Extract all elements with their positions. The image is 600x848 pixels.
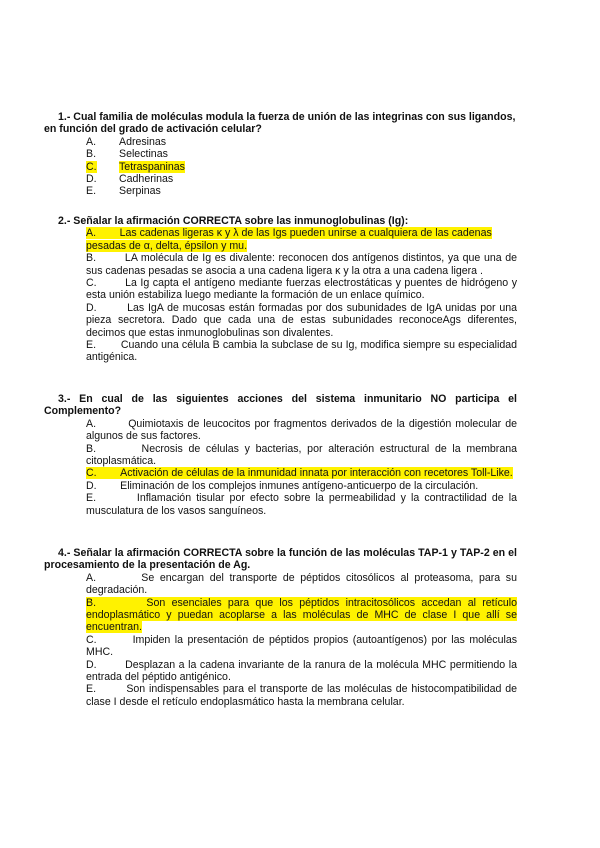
question-title: 2.- Señalar la afirmación CORRECTA sobre las inmunoglobulinas (Ig):: [58, 215, 409, 227]
question-3: [44, 393, 518, 517]
option-a: A. Quimiotaxis de leucocitos por fragmentos derivados de la digestión molecular de algunos de sus factores.: [86, 417, 518, 443]
question-4: [44, 547, 518, 708]
question-title: 3.- En cual de las siguientes acciones del sistema inmunitario NO participa el Complemento?: [44, 393, 517, 418]
option-e: E. Son indispensables para el transporte de las moléculas de histocompatibilidad de clase I desde el retículo endoplasmático hasta la membrana celular.: [86, 683, 518, 708]
highlighted-answer: B. Son esenciales para que los péptidos intracitosólicos accedan al retículo endoplasmático y puedan acoplarse a las moléculas de MHC de clase I que allí se encuentran.: [86, 596, 518, 634]
highlighted-answer: Tetraspaninas: [119, 160, 185, 173]
option-b: B. Necrosis de células y bacterias, por alteración estructural de la membrana citoplasmática.: [86, 442, 518, 468]
question-title: 4.- Señalar la afirmación CORRECTA sobre la función de las moléculas TAP-1 y TAP-2 en el procesamiento de la presentación de Ag.: [44, 547, 517, 572]
option-d: D. Eliminación de los complejos inmunes antígeno-anticuerpo de la circulación.: [86, 479, 479, 492]
option-d: D. Cadherinas: [86, 173, 174, 186]
option-d: D. Desplazan a la cadena invariante de la ranura de la molécula MHC permitiendo la entrada del péptido antigénico.: [86, 658, 517, 684]
question-title: 1.- Cual familia de moléculas modula la fuerza de unión de las integrinas con sus ligandos, en función del grado de activación celular?: [44, 111, 516, 136]
option-e: E. Inflamación tisular por efecto sobre la permeabilidad y la contractilidad de la musculatura de los vasos sanguíneos.: [86, 492, 518, 517]
question-1: [44, 111, 517, 198]
option-a: A. Adresinas: [86, 135, 167, 148]
option-e: E. Serpinas: [86, 185, 161, 198]
highlighted-answer: A. Las cadenas ligeras κ y λ de las Igs pueden unirse a cualquiera de las cadenas pesadas de α, delta, épsilon y mu.: [86, 227, 492, 252]
option-a: [86, 227, 517, 252]
option-b: B. LA molécula de Ig es divalente: reconocen dos antígenos distintos, ya que una de sus cadenas pesadas se asocia a una cadena ligera κ y la otra a una cadena ligera .: [86, 252, 518, 277]
option-c: C. La Ig capta el antígeno mediante fuerzas electrostáticas y puentes de hidrógeno y esta unión estabiliza luego mediante la formación de un enlace químico.: [86, 277, 517, 302]
question-2: [58, 215, 518, 364]
option-b: B. Selectinas: [86, 148, 168, 161]
highlighted-answer: C. Activación de células de la inmunidad innata por interacción con recetores Toll-Like.: [86, 467, 513, 480]
option-e: E. Cuando una célula B cambia la subclase de su Ig, modifica siempre su especialidad antigénica.: [86, 339, 517, 364]
option-d: D. Las IgA de mucosas están formadas por dos subunidades de IgA unidas por una pieza secretora. Dado que cada una de estas subunidades reconoceAgs diferentes, decimos que estas inmunoglobulinas son divalentes.: [86, 301, 518, 339]
option-c: C. Impiden la presentación de péptidos propios (autoantígenos) por las moléculas MHC.: [86, 633, 518, 659]
option-c: C. Tetraspaninas: [86, 160, 185, 173]
option-c: [86, 467, 517, 479]
option-b: [86, 597, 517, 634]
option-a: A. Se encargan del transporte de péptidos citosólicos al proteasoma, para su degradación.: [86, 571, 517, 597]
